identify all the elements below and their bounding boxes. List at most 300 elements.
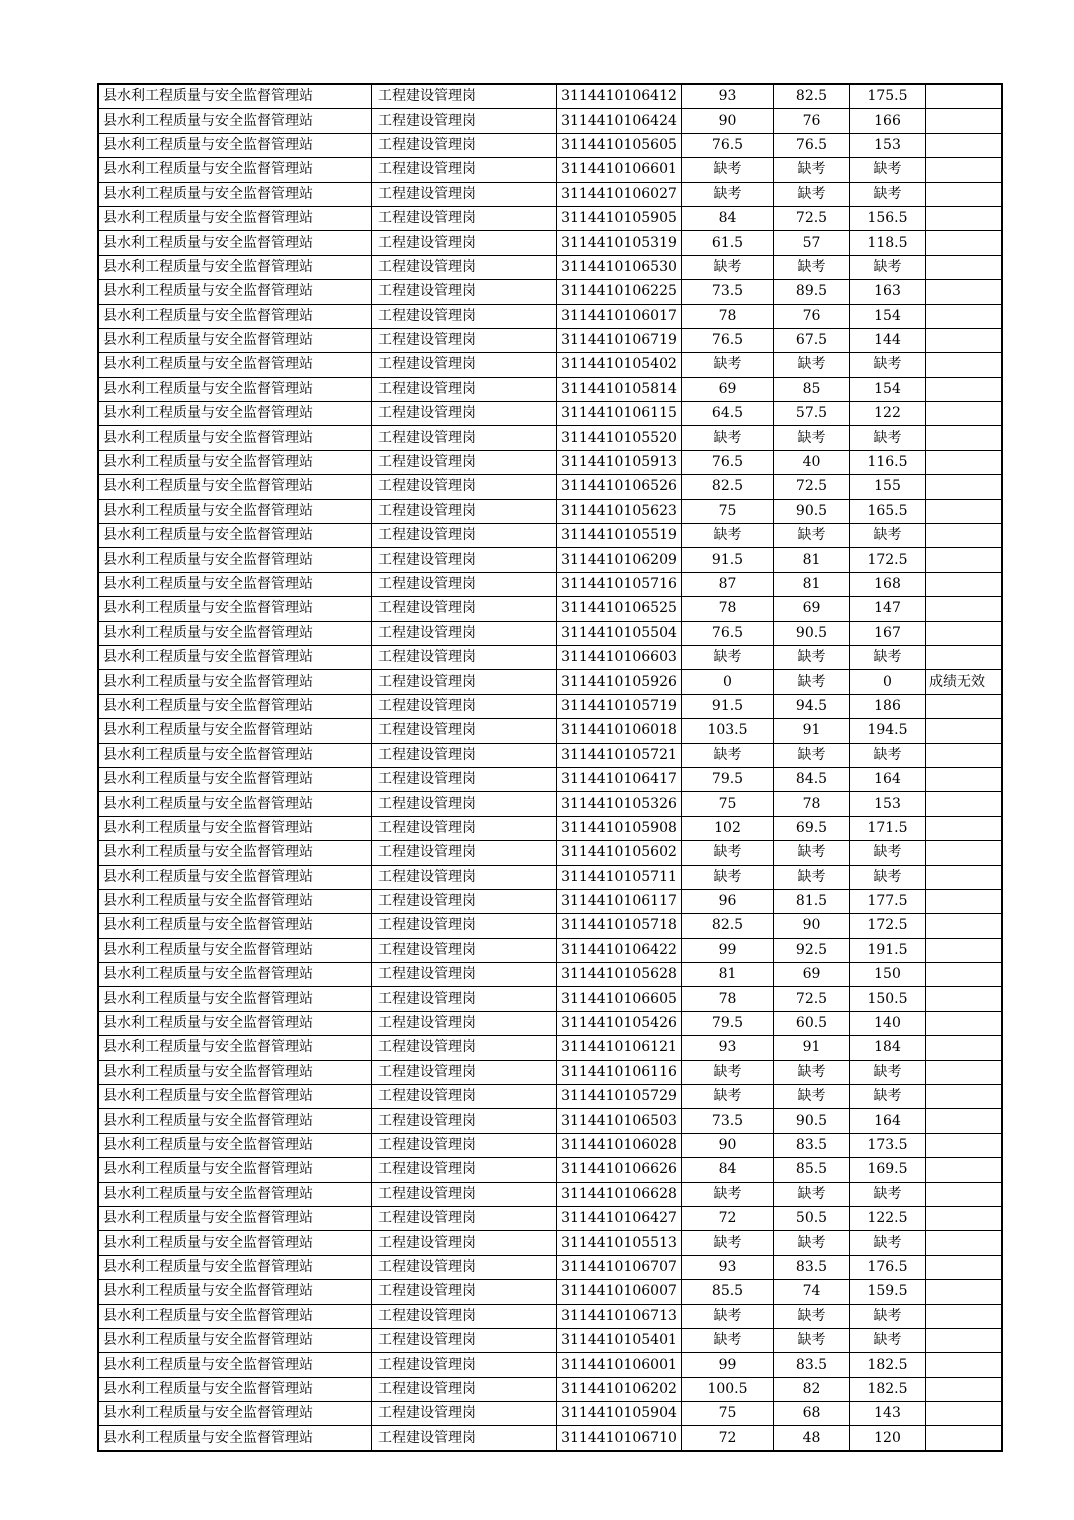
total-score-cell: 缺考 (850, 1182, 926, 1206)
unit-cell: 县水利工程质量与安全监督管理站 (98, 865, 372, 889)
unit-cell: 县水利工程质量与安全监督管理站 (98, 1011, 372, 1035)
table-row (98, 694, 1002, 718)
table-row (98, 402, 1002, 426)
score2-cell: 缺考 (774, 353, 850, 377)
unit-cell: 县水利工程质量与安全监督管理站 (98, 499, 372, 523)
note-cell (926, 1133, 1003, 1157)
total-score-cell: 165.5 (850, 499, 926, 523)
unit-cell: 县水利工程质量与安全监督管理站 (98, 1182, 372, 1206)
total-score-cell: 172.5 (850, 914, 926, 938)
unit-cell: 县水利工程质量与安全监督管理站 (98, 255, 372, 279)
table-body (98, 84, 1002, 1451)
candidate-id-cell: 3114410106525 (557, 597, 682, 621)
score1-cell: 64.5 (682, 402, 774, 426)
unit-cell: 县水利工程质量与安全监督管理站 (98, 109, 372, 133)
total-score-cell: 164 (850, 767, 926, 791)
total-score-cell: 122.5 (850, 1206, 926, 1230)
score2-cell: 83.5 (774, 1353, 850, 1377)
score2-cell: 83.5 (774, 1133, 850, 1157)
total-score-cell: 116.5 (850, 450, 926, 474)
score1-cell: 72 (682, 1426, 774, 1451)
unit-cell: 县水利工程质量与安全监督管理站 (98, 1133, 372, 1157)
table-row (98, 524, 1002, 548)
score2-cell: 83.5 (774, 1255, 850, 1279)
table-row (98, 645, 1002, 669)
table-row (98, 548, 1002, 572)
note-cell (926, 719, 1003, 743)
candidate-id-cell: 3114410105716 (557, 572, 682, 596)
score1-cell: 99 (682, 938, 774, 962)
note-cell (926, 963, 1003, 987)
score1-cell: 84 (682, 1158, 774, 1182)
table-row (98, 206, 1002, 230)
table-row (98, 572, 1002, 596)
table-row (98, 767, 1002, 791)
candidate-id-cell: 3114410106117 (557, 889, 682, 913)
candidate-id-cell: 3114410105520 (557, 426, 682, 450)
unit-cell: 县水利工程质量与安全监督管理站 (98, 231, 372, 255)
score1-cell: 78 (682, 304, 774, 328)
note-cell (926, 499, 1003, 523)
candidate-id-cell: 3114410106603 (557, 645, 682, 669)
candidate-id-cell: 3114410105401 (557, 1328, 682, 1352)
candidate-id-cell: 3114410106018 (557, 719, 682, 743)
total-score-cell: 缺考 (850, 426, 926, 450)
post-cell: 工程建设管理岗 (372, 280, 557, 304)
table-row (98, 377, 1002, 401)
post-cell: 工程建设管理岗 (372, 255, 557, 279)
candidate-id-cell: 3114410106601 (557, 158, 682, 182)
score2-cell: 57.5 (774, 402, 850, 426)
score2-cell: 72.5 (774, 475, 850, 499)
score2-cell: 76 (774, 109, 850, 133)
candidate-id-cell: 3114410106605 (557, 987, 682, 1011)
candidate-id-cell: 3114410105913 (557, 450, 682, 474)
note-cell (926, 206, 1003, 230)
total-score-cell: 191.5 (850, 938, 926, 962)
score2-cell: 57 (774, 231, 850, 255)
note-cell (926, 1036, 1003, 1060)
unit-cell: 县水利工程质量与安全监督管理站 (98, 353, 372, 377)
post-cell: 工程建设管理岗 (372, 231, 557, 255)
score1-cell: 0 (682, 670, 774, 694)
note-cell (926, 231, 1003, 255)
note-cell (926, 1109, 1003, 1133)
candidate-id-cell: 3114410105623 (557, 499, 682, 523)
score2-cell: 68 (774, 1402, 850, 1426)
score1-cell: 91.5 (682, 694, 774, 718)
score2-cell: 缺考 (774, 158, 850, 182)
table-row (98, 938, 1002, 962)
post-cell: 工程建设管理岗 (372, 109, 557, 133)
candidate-id-cell: 3114410105426 (557, 1011, 682, 1035)
post-cell: 工程建设管理岗 (372, 377, 557, 401)
score1-cell: 73.5 (682, 1109, 774, 1133)
score2-cell: 60.5 (774, 1011, 850, 1035)
candidate-id-cell: 3114410106427 (557, 1206, 682, 1230)
total-score-cell: 缺考 (850, 255, 926, 279)
unit-cell: 县水利工程质量与安全监督管理站 (98, 133, 372, 157)
score1-cell: 76.5 (682, 328, 774, 352)
note-cell (926, 1353, 1003, 1377)
score1-cell: 93 (682, 1255, 774, 1279)
score1-cell: 78 (682, 597, 774, 621)
unit-cell: 县水利工程质量与安全监督管理站 (98, 792, 372, 816)
score1-cell: 缺考 (682, 524, 774, 548)
unit-cell: 县水利工程质量与安全监督管理站 (98, 548, 372, 572)
table-row (98, 1328, 1002, 1352)
total-score-cell: 163 (850, 280, 926, 304)
score1-cell: 82.5 (682, 914, 774, 938)
unit-cell: 县水利工程质量与安全监督管理站 (98, 426, 372, 450)
score2-cell: 89.5 (774, 280, 850, 304)
post-cell: 工程建设管理岗 (372, 402, 557, 426)
note-cell (926, 475, 1003, 499)
score2-cell: 缺考 (774, 255, 850, 279)
total-score-cell: 0 (850, 670, 926, 694)
total-score-cell: 164 (850, 1109, 926, 1133)
note-cell (926, 621, 1003, 645)
note-cell (926, 133, 1003, 157)
total-score-cell: 缺考 (850, 1085, 926, 1109)
candidate-id-cell: 3114410106526 (557, 475, 682, 499)
score2-cell: 91 (774, 719, 850, 743)
total-score-cell: 147 (850, 597, 926, 621)
score2-cell: 78 (774, 792, 850, 816)
candidate-id-cell: 3114410105905 (557, 206, 682, 230)
unit-cell: 县水利工程质量与安全监督管理站 (98, 597, 372, 621)
table-row (98, 1304, 1002, 1328)
score2-cell: 90.5 (774, 621, 850, 645)
post-cell: 工程建设管理岗 (372, 816, 557, 840)
total-score-cell: 154 (850, 377, 926, 401)
post-cell: 工程建设管理岗 (372, 450, 557, 474)
note-cell (926, 743, 1003, 767)
post-cell: 工程建设管理岗 (372, 1328, 557, 1352)
post-cell: 工程建设管理岗 (372, 1280, 557, 1304)
score2-cell: 缺考 (774, 182, 850, 206)
total-score-cell: 194.5 (850, 719, 926, 743)
table-row (98, 133, 1002, 157)
score1-cell: 100.5 (682, 1377, 774, 1401)
note-cell (926, 987, 1003, 1011)
post-cell: 工程建设管理岗 (372, 353, 557, 377)
score2-cell: 48 (774, 1426, 850, 1451)
score1-cell: 69 (682, 377, 774, 401)
candidate-id-cell: 3114410106115 (557, 402, 682, 426)
total-score-cell: 176.5 (850, 1255, 926, 1279)
candidate-id-cell: 3114410106209 (557, 548, 682, 572)
score2-cell: 缺考 (774, 865, 850, 889)
score1-cell: 72 (682, 1206, 774, 1230)
unit-cell: 县水利工程质量与安全监督管理站 (98, 572, 372, 596)
unit-cell: 县水利工程质量与安全监督管理站 (98, 182, 372, 206)
candidate-id-cell: 3114410106530 (557, 255, 682, 279)
unit-cell: 县水利工程质量与安全监督管理站 (98, 377, 372, 401)
note-cell (926, 109, 1003, 133)
candidate-id-cell: 3114410106719 (557, 328, 682, 352)
total-score-cell: 缺考 (850, 1328, 926, 1352)
candidate-id-cell: 3114410105319 (557, 231, 682, 255)
post-cell: 工程建设管理岗 (372, 694, 557, 718)
score1-cell: 79.5 (682, 1011, 774, 1035)
score1-cell: 缺考 (682, 865, 774, 889)
score-table (97, 83, 1003, 1452)
total-score-cell: 缺考 (850, 1304, 926, 1328)
note-cell: 成绩无效 (926, 670, 1003, 694)
score2-cell: 81 (774, 572, 850, 596)
total-score-cell: 143 (850, 1402, 926, 1426)
score2-cell: 69 (774, 597, 850, 621)
note-cell (926, 1085, 1003, 1109)
score2-cell: 81 (774, 548, 850, 572)
table-row (98, 475, 1002, 499)
note-cell (926, 255, 1003, 279)
unit-cell: 县水利工程质量与安全监督管理站 (98, 767, 372, 791)
unit-cell: 县水利工程质量与安全监督管理站 (98, 1109, 372, 1133)
score2-cell: 85 (774, 377, 850, 401)
unit-cell: 县水利工程质量与安全监督管理站 (98, 987, 372, 1011)
total-score-cell: 182.5 (850, 1353, 926, 1377)
table-row (98, 621, 1002, 645)
table-row (98, 816, 1002, 840)
table-row (98, 597, 1002, 621)
score1-cell: 缺考 (682, 743, 774, 767)
candidate-id-cell: 3114410106412 (557, 84, 682, 109)
total-score-cell: 182.5 (850, 1377, 926, 1401)
total-score-cell: 缺考 (850, 841, 926, 865)
score1-cell: 缺考 (682, 255, 774, 279)
unit-cell: 县水利工程质量与安全监督管理站 (98, 621, 372, 645)
unit-cell: 县水利工程质量与安全监督管理站 (98, 914, 372, 938)
score1-cell: 缺考 (682, 426, 774, 450)
score1-cell: 缺考 (682, 1085, 774, 1109)
table-row (98, 1255, 1002, 1279)
post-cell: 工程建设管理岗 (372, 328, 557, 352)
candidate-id-cell: 3114410106121 (557, 1036, 682, 1060)
table-row (98, 1426, 1002, 1451)
post-cell: 工程建设管理岗 (372, 1304, 557, 1328)
candidate-id-cell: 3114410106007 (557, 1280, 682, 1304)
post-cell: 工程建设管理岗 (372, 1011, 557, 1035)
unit-cell: 县水利工程质量与安全监督管理站 (98, 1036, 372, 1060)
post-cell: 工程建设管理岗 (372, 987, 557, 1011)
post-cell: 工程建设管理岗 (372, 1133, 557, 1157)
post-cell: 工程建设管理岗 (372, 304, 557, 328)
candidate-id-cell: 3114410105719 (557, 694, 682, 718)
candidate-id-cell: 3114410105926 (557, 670, 682, 694)
table-row (98, 353, 1002, 377)
candidate-id-cell: 3114410105513 (557, 1231, 682, 1255)
score2-cell: 91 (774, 1036, 850, 1060)
score1-cell: 缺考 (682, 1231, 774, 1255)
table-row (98, 109, 1002, 133)
score1-cell: 78 (682, 987, 774, 1011)
score2-cell: 90.5 (774, 1109, 850, 1133)
candidate-id-cell: 3114410105718 (557, 914, 682, 938)
score1-cell: 76.5 (682, 621, 774, 645)
unit-cell: 县水利工程质量与安全监督管理站 (98, 206, 372, 230)
post-cell: 工程建设管理岗 (372, 1255, 557, 1279)
table-row (98, 1353, 1002, 1377)
post-cell: 工程建设管理岗 (372, 206, 557, 230)
note-cell (926, 1206, 1003, 1230)
post-cell: 工程建设管理岗 (372, 1231, 557, 1255)
post-cell: 工程建设管理岗 (372, 1426, 557, 1451)
score2-cell: 缺考 (774, 426, 850, 450)
score2-cell: 缺考 (774, 841, 850, 865)
score1-cell: 103.5 (682, 719, 774, 743)
score2-cell: 缺考 (774, 645, 850, 669)
post-cell: 工程建设管理岗 (372, 84, 557, 109)
unit-cell: 县水利工程质量与安全监督管理站 (98, 1085, 372, 1109)
table-row (98, 1036, 1002, 1060)
total-score-cell: 缺考 (850, 865, 926, 889)
post-cell: 工程建设管理岗 (372, 548, 557, 572)
score1-cell: 91.5 (682, 548, 774, 572)
note-cell (926, 450, 1003, 474)
unit-cell: 县水利工程质量与安全监督管理站 (98, 1206, 372, 1230)
score1-cell: 93 (682, 84, 774, 109)
score1-cell: 99 (682, 1353, 774, 1377)
score1-cell: 82.5 (682, 475, 774, 499)
unit-cell: 县水利工程质量与安全监督管理站 (98, 938, 372, 962)
post-cell: 工程建设管理岗 (372, 1060, 557, 1084)
table-row (98, 1206, 1002, 1230)
total-score-cell: 缺考 (850, 524, 926, 548)
score1-cell: 96 (682, 889, 774, 913)
post-cell: 工程建设管理岗 (372, 133, 557, 157)
post-cell: 工程建设管理岗 (372, 1377, 557, 1401)
post-cell: 工程建设管理岗 (372, 524, 557, 548)
total-score-cell: 175.5 (850, 84, 926, 109)
unit-cell: 县水利工程质量与安全监督管理站 (98, 1353, 372, 1377)
table-row (98, 1060, 1002, 1084)
unit-cell: 县水利工程质量与安全监督管理站 (98, 402, 372, 426)
table-row (98, 255, 1002, 279)
note-cell (926, 938, 1003, 962)
unit-cell: 县水利工程质量与安全监督管理站 (98, 1158, 372, 1182)
note-cell (926, 182, 1003, 206)
candidate-id-cell: 3114410106417 (557, 767, 682, 791)
total-score-cell: 122 (850, 402, 926, 426)
unit-cell: 县水利工程质量与安全监督管理站 (98, 816, 372, 840)
score1-cell: 75 (682, 1402, 774, 1426)
score1-cell: 缺考 (682, 158, 774, 182)
post-cell: 工程建设管理岗 (372, 572, 557, 596)
post-cell: 工程建设管理岗 (372, 1206, 557, 1230)
candidate-id-cell: 3114410106116 (557, 1060, 682, 1084)
post-cell: 工程建设管理岗 (372, 597, 557, 621)
score1-cell: 76.5 (682, 133, 774, 157)
post-cell: 工程建设管理岗 (372, 1353, 557, 1377)
score2-cell: 90 (774, 914, 850, 938)
post-cell: 工程建设管理岗 (372, 670, 557, 694)
unit-cell: 县水利工程质量与安全监督管理站 (98, 1426, 372, 1451)
score2-cell: 缺考 (774, 524, 850, 548)
score1-cell: 73.5 (682, 280, 774, 304)
unit-cell: 县水利工程质量与安全监督管理站 (98, 1402, 372, 1426)
note-cell (926, 865, 1003, 889)
table-row (98, 719, 1002, 743)
score2-cell: 72.5 (774, 206, 850, 230)
table-row (98, 914, 1002, 938)
post-cell: 工程建设管理岗 (372, 1158, 557, 1182)
candidate-id-cell: 3114410106422 (557, 938, 682, 962)
total-score-cell: 169.5 (850, 1158, 926, 1182)
candidate-id-cell: 3114410106503 (557, 1109, 682, 1133)
unit-cell: 县水利工程质量与安全监督管理站 (98, 1280, 372, 1304)
candidate-id-cell: 3114410105402 (557, 353, 682, 377)
score1-cell: 79.5 (682, 767, 774, 791)
score2-cell: 76.5 (774, 133, 850, 157)
post-cell: 工程建设管理岗 (372, 1085, 557, 1109)
unit-cell: 县水利工程质量与安全监督管理站 (98, 841, 372, 865)
score2-cell: 90.5 (774, 499, 850, 523)
score1-cell: 75 (682, 499, 774, 523)
candidate-id-cell: 3114410105711 (557, 865, 682, 889)
table-row (98, 841, 1002, 865)
score2-cell: 缺考 (774, 1328, 850, 1352)
unit-cell: 县水利工程质量与安全监督管理站 (98, 84, 372, 109)
table-row (98, 1280, 1002, 1304)
total-score-cell: 168 (850, 572, 926, 596)
score1-cell: 缺考 (682, 1304, 774, 1328)
note-cell (926, 353, 1003, 377)
unit-cell: 县水利工程质量与安全监督管理站 (98, 475, 372, 499)
unit-cell: 县水利工程质量与安全监督管理站 (98, 670, 372, 694)
score1-cell: 76.5 (682, 450, 774, 474)
score2-cell: 缺考 (774, 743, 850, 767)
note-cell (926, 402, 1003, 426)
unit-cell: 县水利工程质量与安全监督管理站 (98, 158, 372, 182)
total-score-cell: 186 (850, 694, 926, 718)
score1-cell: 75 (682, 792, 774, 816)
total-score-cell: 缺考 (850, 182, 926, 206)
table-row (98, 987, 1002, 1011)
note-cell (926, 645, 1003, 669)
total-score-cell: 缺考 (850, 1231, 926, 1255)
score2-cell: 82.5 (774, 84, 850, 109)
table-row (98, 231, 1002, 255)
note-cell (926, 524, 1003, 548)
score2-cell: 缺考 (774, 1231, 850, 1255)
post-cell: 工程建设管理岗 (372, 499, 557, 523)
note-cell (926, 377, 1003, 401)
total-score-cell: 缺考 (850, 353, 926, 377)
note-cell (926, 1231, 1003, 1255)
note-cell (926, 1304, 1003, 1328)
table-row (98, 1377, 1002, 1401)
unit-cell: 县水利工程质量与安全监督管理站 (98, 645, 372, 669)
note-cell (926, 426, 1003, 450)
score2-cell: 76 (774, 304, 850, 328)
table-row (98, 450, 1002, 474)
table-row (98, 743, 1002, 767)
score2-cell: 50.5 (774, 1206, 850, 1230)
total-score-cell: 154 (850, 304, 926, 328)
score2-cell: 缺考 (774, 1060, 850, 1084)
score1-cell: 缺考 (682, 1328, 774, 1352)
unit-cell: 县水利工程质量与安全监督管理站 (98, 1377, 372, 1401)
score1-cell: 61.5 (682, 231, 774, 255)
post-cell: 工程建设管理岗 (372, 914, 557, 938)
candidate-id-cell: 3114410106017 (557, 304, 682, 328)
post-cell: 工程建设管理岗 (372, 158, 557, 182)
score2-cell: 缺考 (774, 1304, 850, 1328)
score2-cell: 69 (774, 963, 850, 987)
post-cell: 工程建设管理岗 (372, 621, 557, 645)
